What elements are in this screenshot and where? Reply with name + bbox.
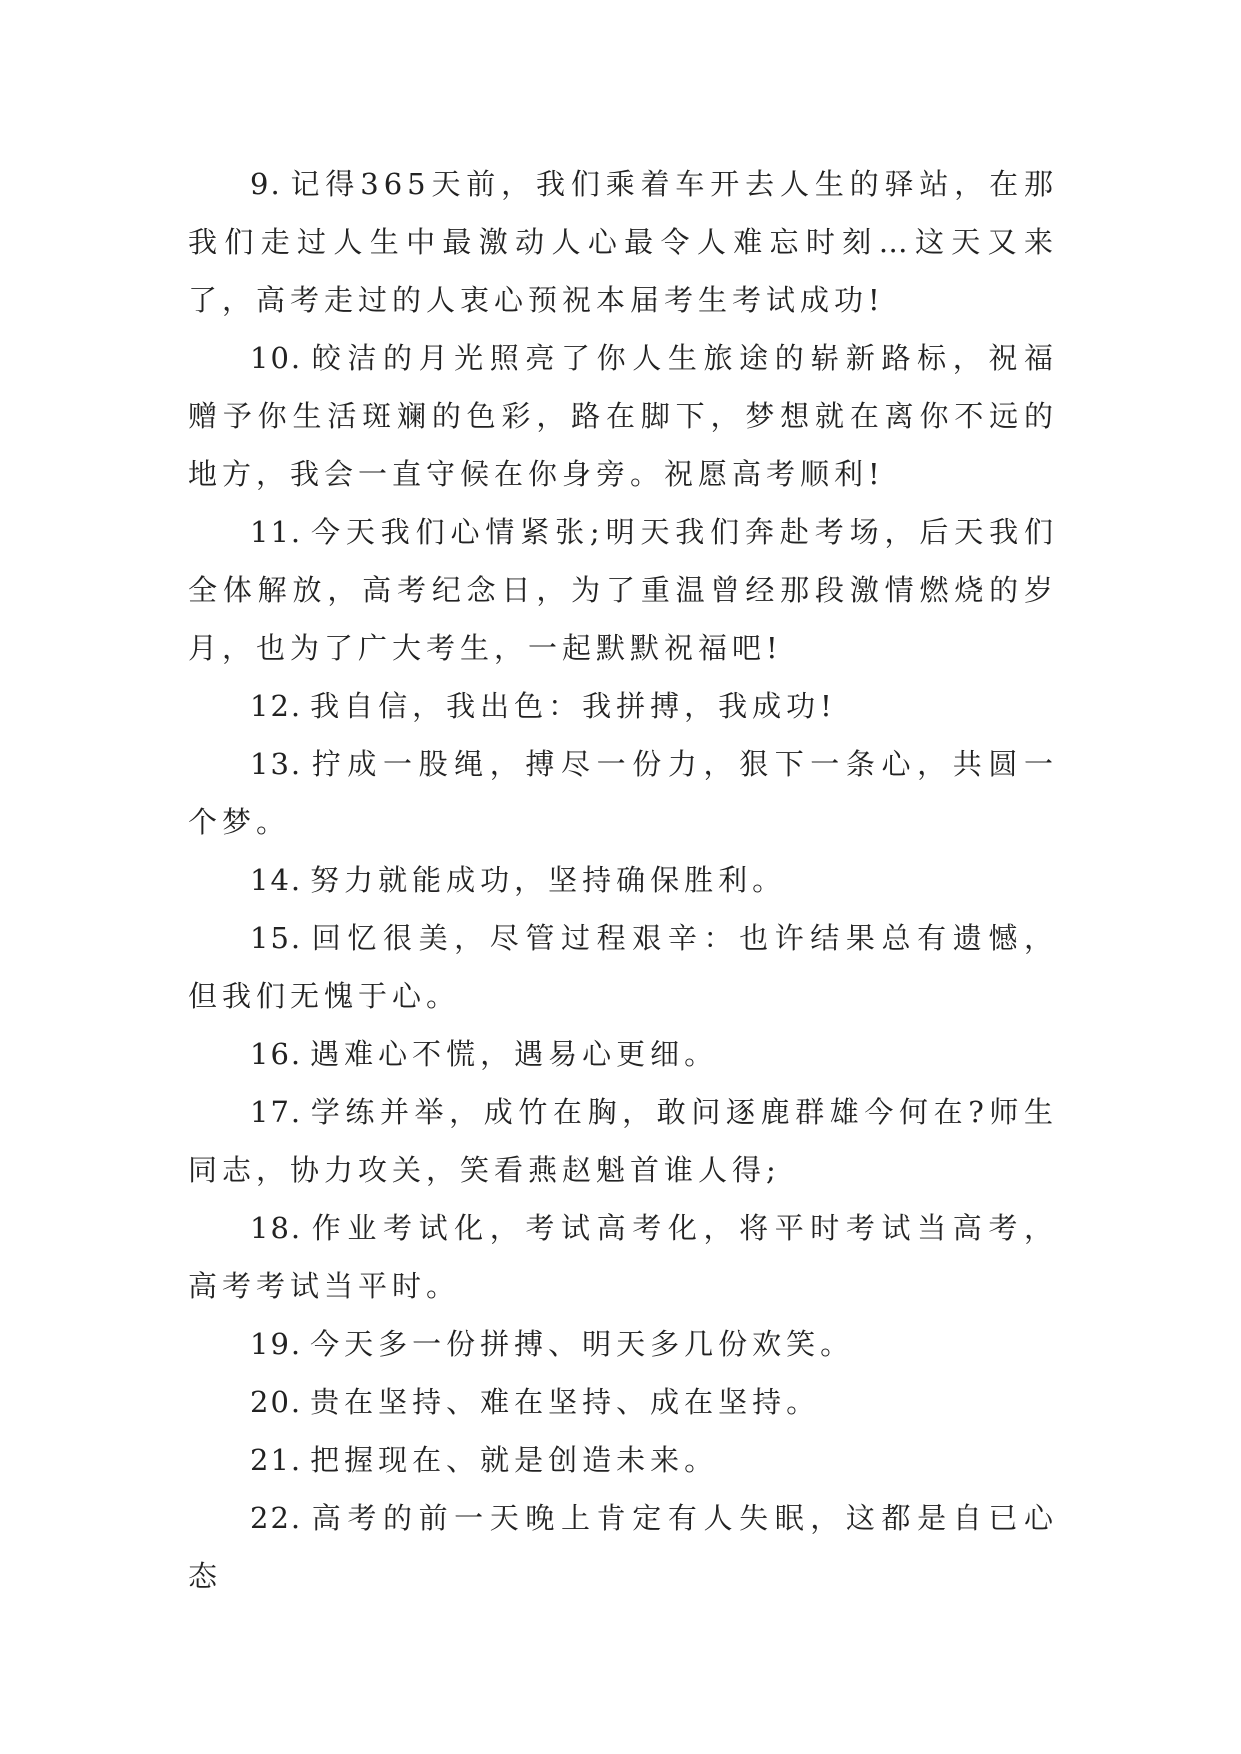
list-item (188, 1083, 1058, 1199)
list-item (188, 1489, 1058, 1605)
item-text: 回忆很美，尽管过程艰辛：也许结果总有遗憾，但我们无愧于心。 (188, 921, 1058, 1013)
list-item (188, 909, 1058, 1025)
list-item (188, 1315, 1058, 1373)
list-item (188, 329, 1058, 503)
item-number: 15. (250, 921, 303, 955)
item-number: 19. (250, 1327, 303, 1361)
item-number: 9. (250, 167, 282, 201)
list-item (188, 1199, 1058, 1315)
item-number: 22. (250, 1501, 303, 1535)
item-number: 13. (250, 747, 303, 781)
item-number: 17. (250, 1095, 303, 1129)
item-number: 10. (250, 341, 303, 375)
item-text: 作业考试化，考试高考化，将平时考试当高考，高考考试当平时。 (188, 1211, 1058, 1303)
item-text: 努力就能成功，坚持确保胜利。 (310, 863, 787, 897)
list-item (188, 1025, 1058, 1083)
item-text: 贵在坚持、难在坚持、成在坚持。 (310, 1385, 821, 1419)
list-item (188, 735, 1058, 851)
item-number: 21. (250, 1443, 303, 1477)
list-item (188, 851, 1058, 909)
item-number: 11. (250, 515, 303, 549)
list-item (188, 1431, 1058, 1489)
item-number: 18. (250, 1211, 303, 1245)
item-text: 把握现在、就是创造未来。 (310, 1443, 719, 1477)
item-text: 拧成一股绳，搏尽一份力，狠下一条心，共圆一个梦。 (188, 747, 1058, 839)
item-text: 高考的前一天晚上肯定有人失眠，这都是自已心态 (188, 1501, 1058, 1593)
item-text: 我自信，我出色：我拼搏，我成功! (310, 689, 837, 723)
item-text: 今天多一份拼搏、明天多几份欢笑。 (310, 1327, 855, 1361)
item-text: 皎洁的月光照亮了你人生旅途的崭新路标，祝福赠予你生活斑斓的色彩，路在脚下，梦想就在离你不远的地方，我会一直守候在你身旁。祝愿高考顺利! (188, 341, 1058, 491)
item-number: 20. (250, 1385, 303, 1419)
item-number: 12. (250, 689, 303, 723)
list-item (188, 1373, 1058, 1431)
item-text: 今天我们心情紧张;明天我们奔赴考场，后天我们全体解放，高考纪念日，为了重温曾经那段激情燃烧的岁月，也为了广大考生，一起默默祝福吧! (188, 515, 1058, 665)
list-item (188, 503, 1058, 677)
item-number: 14. (250, 863, 303, 897)
list-item (188, 155, 1058, 329)
item-number: 16. (250, 1037, 303, 1071)
list-item (188, 677, 1058, 735)
item-text: 遇难心不慌，遇易心更细。 (310, 1037, 719, 1071)
item-text: 学练并举，成竹在胸，敢问逐鹿群雄今何在?师生同志，协力攻关，笑看燕赵魁首谁人得; (188, 1095, 1058, 1187)
document-body (188, 155, 1058, 1605)
item-text: 记得365天前，我们乘着车开去人生的驿站，在那我们走过人生中最激动人心最令人难忘时刻…这天又来了，高考走过的人衷心预祝本届考生考试成功! (188, 167, 1058, 317)
